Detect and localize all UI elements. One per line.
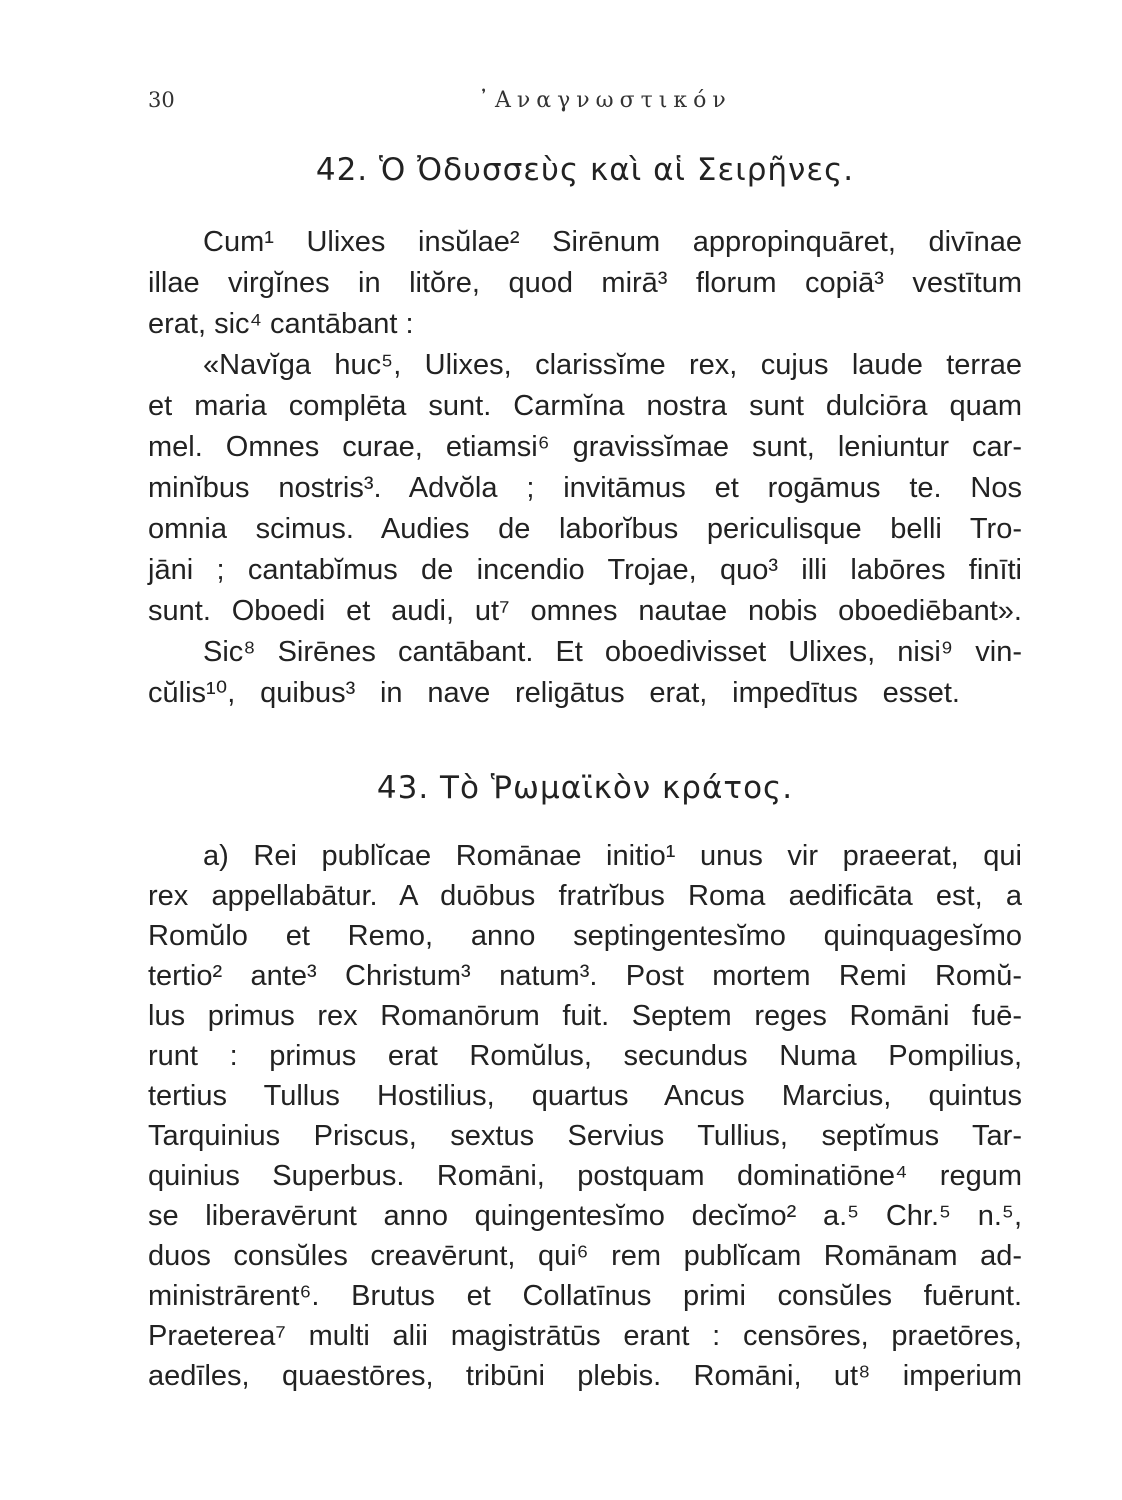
text-line: Sic⁸ Sirēnes cantābant. Et oboedivisset Ulixes, nisi⁹ vin-: [203, 636, 1022, 668]
text-line: Romŭlo et Remo, anno septingentesĭmo quinquagesĭmo: [148, 920, 1022, 952]
text-line: jāni ; cantabĭmus de incendio Trojae, quo³ illi labōres finīti: [148, 554, 1022, 586]
text-line: a) Rei publĭcae Romānae initio¹ unus vir praeerat, qui: [203, 840, 1022, 872]
page-number: 30: [148, 88, 175, 112]
text-line: Praeterea⁷ multi alii magistrātūs erant : censōres, praetōres,: [148, 1320, 1022, 1352]
text-line: quinius Superbus. Romāni, postquam dominatiōne⁴ regum: [148, 1160, 1022, 1192]
text-line: aedīles, quaestōres, tribūni plebis. Romāni, ut⁸ imperium: [148, 1360, 1022, 1392]
text-line: sunt. Oboedi et audi, ut⁷ omnes nautae nobis oboediēbant».: [148, 595, 1022, 627]
text-line: tertio² ante³ Christum³ natum³. Post mortem Remi Romŭ-: [148, 960, 1022, 992]
section-42-heading: 42. Ὁ Ὀδυσσεὺς καὶ αἱ Σειρῆνες.: [315, 152, 855, 188]
text-line: et maria complēta sunt. Carmĭna nostra sunt dulciōra quam: [148, 390, 1022, 422]
text-line: mel. Omnes curae, etiamsi⁶ gravissĭmae sunt, leniuntur car-: [148, 431, 1022, 463]
text-line: lus primus rex Romanōrum fuit. Septem reges Romāni fuē-: [148, 1000, 1022, 1032]
text-line: «Navĭga huc⁵, Ulixes, clarissĭme rex, cujus laude terrae: [203, 349, 1022, 381]
text-line: tertius Tullus Hostilius, quartus Ancus Marcius, quintus: [148, 1080, 1022, 1112]
text-line: minĭbus nostris³. Advŏla ; invitāmus et rogāmus te. Nos: [148, 472, 1022, 504]
running-header: [148, 88, 1022, 118]
text-line: duos consŭles creavērunt, qui⁶ rem publĭcam Romānam ad-: [148, 1240, 1022, 1272]
running-title: ᾿Αναγνωστικόν: [478, 88, 732, 113]
text-line: Cum¹ Ulixes insŭlae² Sirēnum appropinquāret, divīnae: [203, 226, 1022, 258]
text-line: runt : primus erat Romŭlus, secundus Numa Pompilius,: [148, 1040, 1022, 1072]
text-line: erat, sic⁴ cantābant :: [148, 308, 414, 340]
section-43-heading: 43. Τὸ Ῥωμαϊκὸν κράτος.: [376, 770, 794, 806]
text-line: omnia scimus. Audies de laborĭbus periculisque belli Tro-: [148, 513, 1022, 545]
text-line: ministrārent⁶. Brutus et Collatīnus primi consŭles fuērunt.: [148, 1280, 1022, 1312]
text-line: se liberavērunt anno quingentesĭmo decĭmo² a.⁵ Chr.⁵ n.⁵,: [148, 1200, 1022, 1232]
text-line: Tarquinius Priscus, sextus Servius Tullius, septĭmus Tar-: [148, 1120, 1022, 1152]
text-line: illae virgĭnes in litŏre, quod mirā³ florum copiā³ vestītum: [148, 267, 1022, 299]
text-line: cŭlis¹⁰, quibus³ in nave religātus erat, impedītus esset.: [148, 677, 960, 709]
text-line: rex appellabātur. A duōbus fratrĭbus Roma aedificāta est, a: [148, 880, 1022, 912]
